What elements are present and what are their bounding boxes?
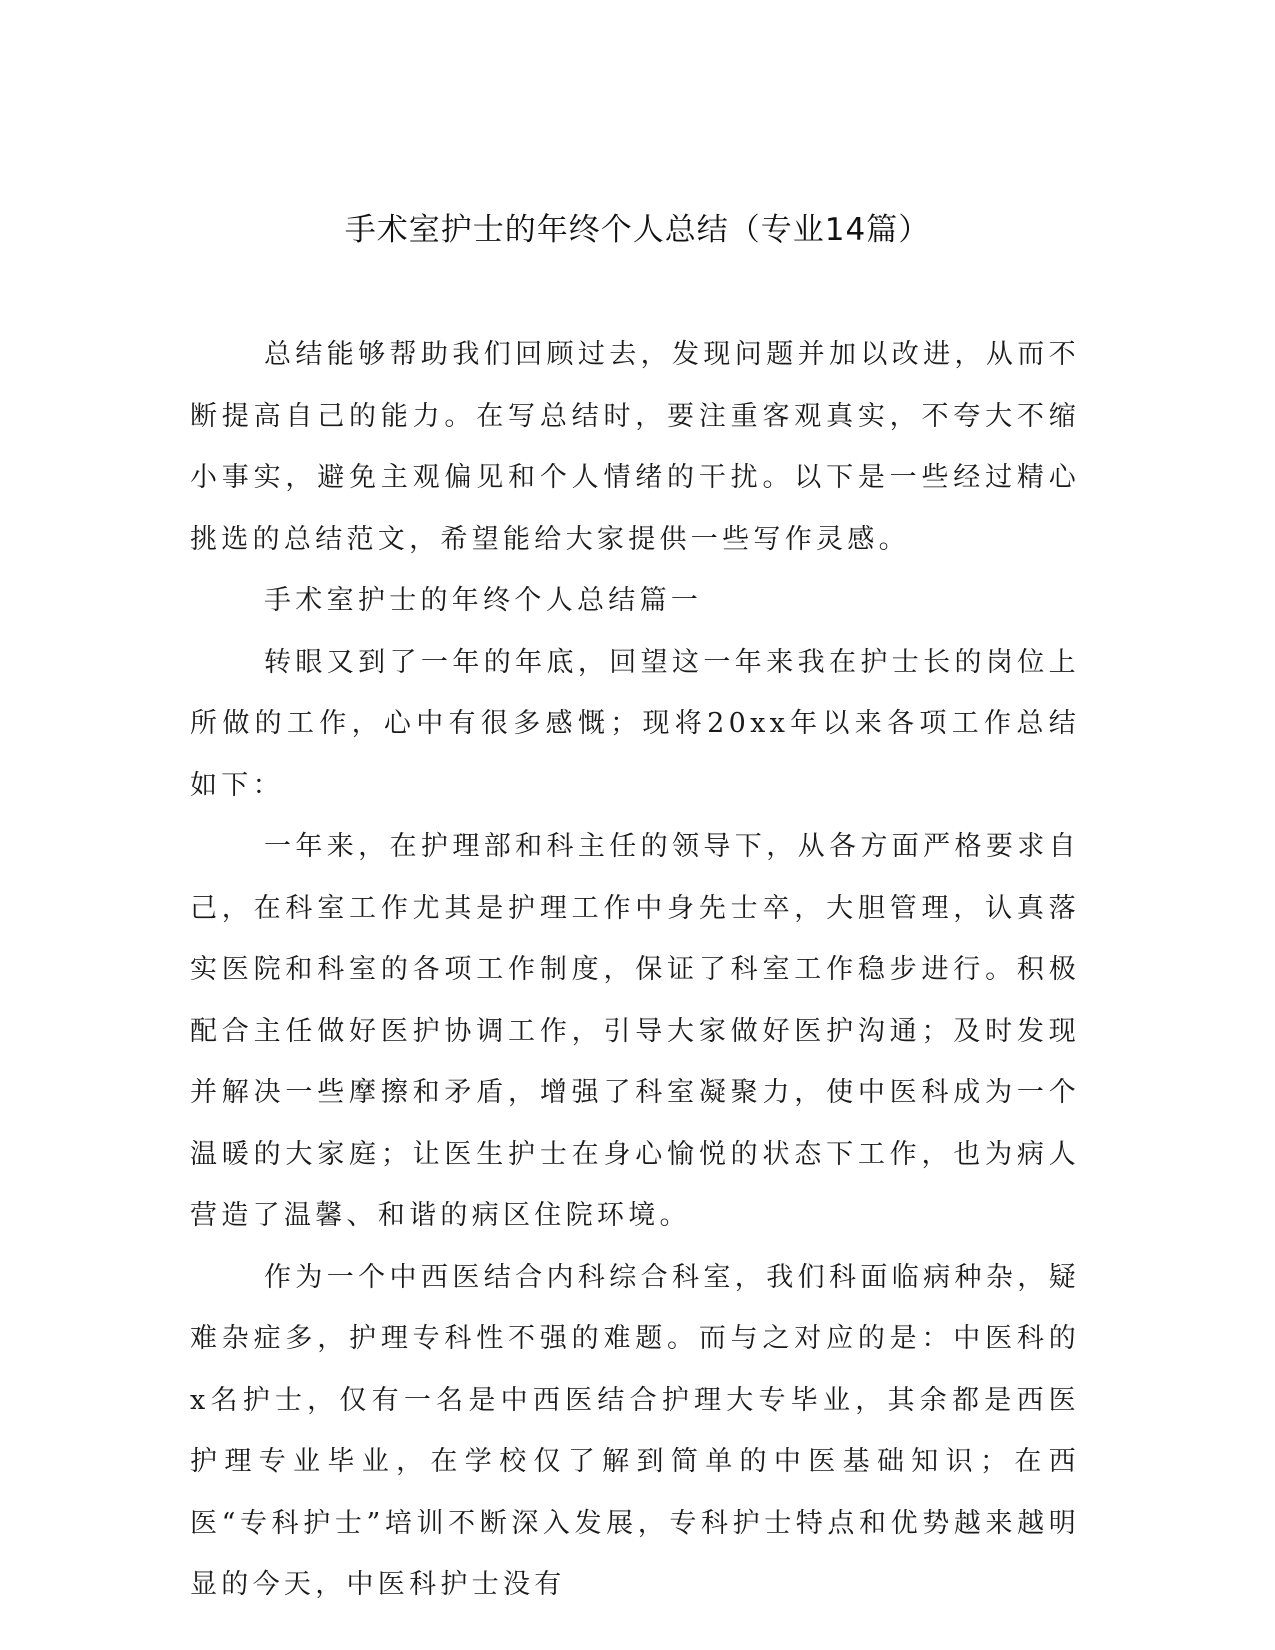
paragraph-management: 一年来，在护理部和科主任的领导下，从各方面严格要求自己，在科室工作尤其是护理工作中身先士卒，大胆管理，认真落实医院和科室的各项工作制度，保证了科室工作稳步进行。积极配合主任做好医护协调工作，引导大家做好医护沟通；及时发现并解决一些摩擦和矛盾，增强了科室凝聚力，使中医科成为一个温暖的大家庭；让医生护士在身心愉悦的状态下工作，也为病人营造了温馨、和谐的病区住院环境。 (190, 831, 1080, 1231)
document-title: 手术室护士的年终个人总结（专业14篇） (344, 212, 931, 248)
document-body (190, 324, 1080, 1616)
section-heading-part-one: 手术室护士的年终个人总结篇一 (264, 585, 703, 616)
paragraph-intro: 总结能够帮助我们回顾过去，发现问题并加以改进，从而不断提高自己的能力。在写总结时，要注重客观真实，不夸大不缩小事实，避免主观偏见和个人情绪的干扰。以下是一些经过精心挑选的总结范文，希望能给大家提供一些写作灵感。 (190, 339, 1080, 555)
paragraph-department: 作为一个中西医结合内科综合科室，我们科面临病种杂，疑难杂症多，护理专科性不强的难题。而与之对应的是：中医科的x名护士，仅有一名是中西医结合护理大专毕业，其余都是西医护理专业毕业，在学校仅了解到简单的中医基础知识；在西医“专科护士”培训不断深入发展，专科护士特点和优势越来越明显的今天，中医科护士没有 (190, 1261, 1080, 1600)
paragraph-year-end: 转眼又到了一年的年底，回望这一年来我在护士长的岗位上所做的工作，心中有很多感慨；现将20xx年以来各项工作总结如下： (190, 646, 1080, 801)
